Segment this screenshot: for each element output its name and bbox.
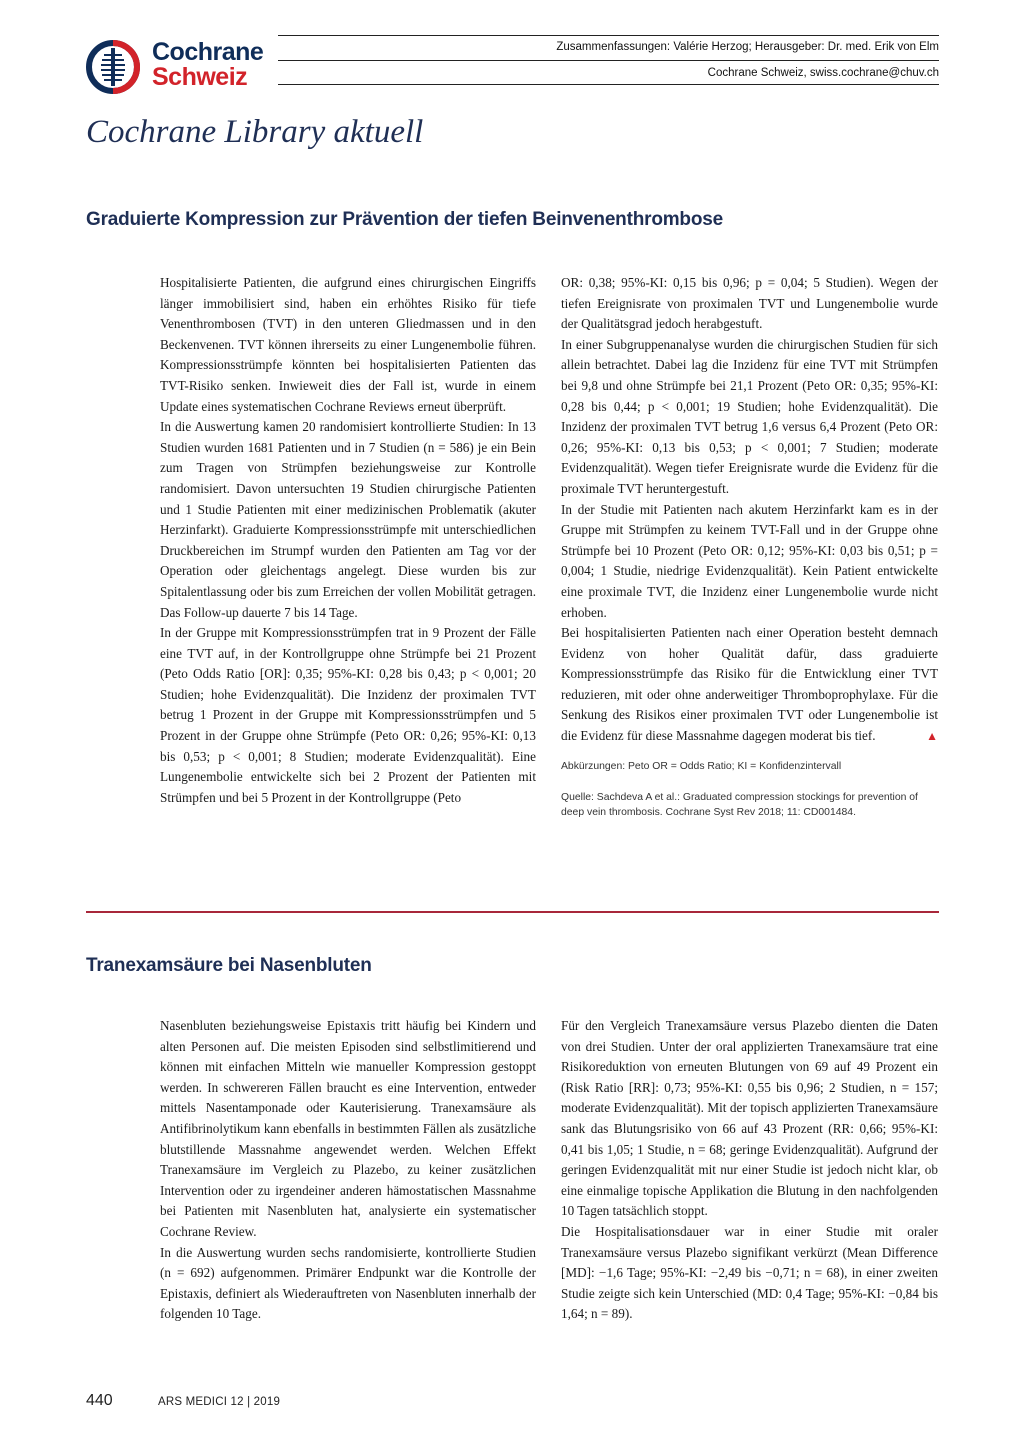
journal-title: Cochrane Library aktuell xyxy=(86,114,424,150)
section1-left-paragraph: In die Auswertung kamen 20 randomisiert kontrollierte Studien: In 13 Studien wurden 1681 Patienten und in 7 Studien (n = 586) je ein Bein zum Tragen von Strümpfen beziehungsweise zur Kontrolle randomisiert. Davon untersuchten 19 Studien chirurgische Patienten und 1 Studie Patienten mit einer medizinischen Problematik (akuter Herzinfarkt). Graduierte Kompressionsstrümpfe mit unterschiedlichen Druckbereichen im Strumpf wurden den Patienten am Tag vor der Operation oder gleichentags angelegt. Diese wurden bis zur Spitalentlassung oder bis zum Erreichen der vollen Mobilität getragen. Das Follow-up dauerte 7 bis 14 Tage. xyxy=(160,419,536,620)
section2-right-paragraph: Die Hospitalisationsdauer war in einer Studie mit oraler Tranexamsäure versus Plazebo signifikant verkürzt (Mean Difference [MD]: −1,6 Tage; 95%-KI: −2,49 bis −0,71; n = 68), in einer zweiten Studie zeigte sich kein Unterschied (MD: 0,4 Tage; 95%-KI: −0,84 bis 1,64; n = 89). xyxy=(561,1223,938,1322)
page-number: 440 xyxy=(86,1392,113,1409)
header-rule-middle xyxy=(278,60,939,61)
magazine-issue: ARS MEDICI 12 | 2019 xyxy=(158,1396,281,1408)
section1-left-column xyxy=(160,273,536,808)
section1-left-paragraph: In der Gruppe mit Kompressionsstrümpfen trat in 9 Prozent der Fälle eine TVT auf, in der Kontrollgruppe ohne Strümpfe bei 21 Prozent (Peto Odds Ratio [OR]: 0,35; 95%-KI: 0,28 bis 0,43; p < 0,001; 20 Studien; hohe Evidenzqualität). Die Inzidenz der proximalen TVT betrug 1 Prozent in der Gruppe mit Kompressionsstrümpfen und 5 Prozent in der Gruppe ohne Strümpfe (Peto OR: 0,26; 95%-KI: 0,13 bis 0,53; p < 0,001; 8 Studien; moderate Evidenzqualität). Eine Lungenembolie entwickelte sich bei 2 Prozent der Patienten mit Strümpfen und bei 5 Prozent in der Kontrollgruppe (Peto xyxy=(160,625,536,805)
section2-left-paragraph: In die Auswertung wurden sechs randomisierte, kontrollierte Studien (n = 692) aufgenommen. Primärer Endpunkt war die Kontrolle der Epistaxis, definiert als Wiederauftreten von Nasenbluten innerhalb der folgenden 10 Tage. xyxy=(160,1244,536,1322)
abbreviations-note: Abkürzungen: Peto OR = Odds Ratio; KI = Konfidenzintervall xyxy=(561,760,842,772)
source-note: Quelle: Sachdeva A et al.: Graduated compression stockings for prevention of deep vein thrombosis. Cochrane Syst Rev 2018; 11: CD001484. xyxy=(561,791,918,818)
logo-line-cochrane: Cochrane xyxy=(152,38,264,66)
section2-right-paragraph: Für den Vergleich Tranexamsäure versus Plazebo dienten die Daten von drei Studien. Unter der oral applizierten Tranexamsäure trat eine Risikoreduktion von erneuten Blutungen von 69 auf 49 Prozent ein (Risk Ratio [RR]: 0,73; 95%-KI: 0,55 bis 0,96; 2 Studien, n = 157; moderate Evidenzqualität). Mit der topisch applizierten Tranexamsäure sank das Blutungsrisiko von 66 auf 43 Prozent (RR: 0,66; 95%-KI: 0,41 bis 1,05; 1 Studie, n = 68; geringe Evidenzqualität). Aufgrund der geringen Evidenzqualität mit nur einer Studie ist jedoch nicht klar, ob eine einmalige topische Applikation die Blutung in den nachfolgenden 10 Tagen tatsächlich stoppt. xyxy=(561,1018,938,1219)
credit-contact: Cochrane Schweiz, swiss.cochrane@chuv.ch xyxy=(707,67,939,79)
cochrane-logo-icon xyxy=(84,36,146,98)
section1-right-paragraph-last xyxy=(561,623,938,747)
header-rule-bottom xyxy=(278,84,939,85)
section1-right-column xyxy=(561,273,938,820)
credit-editors: Zusammenfassungen: Valérie Herzog; Herausgeber: Dr. med. Erik von Elm xyxy=(556,41,939,53)
section2-right-column xyxy=(561,1016,938,1325)
section1-right-paragraph: OR: 0,38; 95%-KI: 0,15 bis 0,96; p = 0,04; 5 Studien). Wegen der tiefen Ereignisrate von proximalen TVT und Lungenembolie wurde der Qualitätsgrad jedoch herabgestuft. xyxy=(561,275,938,332)
section1-right-paragraph: Bei hospitalisierten Patienten nach einer Operation besteht demnach Evidenz von hoher Qualität dafür, dass graduierte Kompressionsstrümpfe das Risiko für die Entwicklung einer TVT reduzieren, mit oder ohne anderweitiger Thromboprophylaxe. Für die Senkung des Risikos einer proximalen TVT oder Lungenembolie ist die Evidenz für diese Massnahme dagegen moderat bis tief. xyxy=(561,625,938,744)
section-separator xyxy=(86,911,939,913)
section1-left-paragraph: Hospitalisierte Patienten, die aufgrund eines chirurgischen Eingriffs länger immobilisiert sind, haben ein erhöhtes Risiko für tiefe Venenthrombosen (TVT) in den unteren Gliedmassen und in den Beckenvenen. TVT können ihrerseits zu einer Lungenembolie führen. Kompressionsstrümpfe könnten bei hospitalisierten Patienten das TVT-Risiko senken. Inwieweit dies der Fall ist, wurde in einem Update eines systematischen Cochrane Reviews erneut überprüft. xyxy=(160,275,536,414)
logo-line-schweiz: Schweiz xyxy=(152,63,248,91)
header-rule-top xyxy=(278,35,939,36)
cochrane-logo xyxy=(84,36,274,98)
section1-title: Graduierte Kompression zur Prävention der tiefen Beinvenenthrombose xyxy=(86,209,723,230)
end-triangle-icon: ▲ xyxy=(926,729,938,744)
section1-right-paragraph: In der Studie mit Patienten nach akutem Herzinfarkt kam es in der Gruppe mit Strümpfen zu keinem TVT-Fall und in der Gruppe ohne Strümpfe bei 10 Prozent (Peto OR: 0,12; 95%-KI: 0,03 bis 0,51; p = 0,004; 1 Studie, niedrige Evidenzqualität). Kein Patient entwickelte eine proximale TVT, die Inzidenz einer Lungenembolie wurde nicht erhoben. xyxy=(561,501,938,620)
section2-left-paragraph: Nasenbluten beziehungsweise Epistaxis tritt häufig bei Kindern und alten Personen auf. Die meisten Episoden sind selbstlimitierend und können mit einfachen Mitteln wie manueller Kompression gestoppt werden. In schwereren Fällen braucht es eine Intervention, entweder mittels Nasentamponade oder Kauterisierung. Tranexamsäure als Antifibrinolytikum kann ebenfalls in bestimmten Fällen als zusätzliche blutstillende Massnahme angewendet werden. Welchen Effekt Tranexamsäure im Vergleich zu Plazebo, zu keiner zusätzlichen Intervention oder zu irgendeiner anderen hämostatischen Massnahme bei Patienten mit Nasenbluten hat, analysierte ein systematischer Cochrane Review. xyxy=(160,1018,536,1239)
section2-left-column xyxy=(160,1016,536,1325)
section2-title: Tranexamsäure bei Nasenbluten xyxy=(86,955,372,976)
section1-right-paragraph: In einer Subgruppenanalyse wurden die chirurgischen Studien für sich allein betrachtet. Dabei lag die Inzidenz für eine TVT mit Strümpfen bei 9,8 und ohne Strümpfe bei 21,1 Prozent (Peto OR: 0,35; 95%-KI: 0,28 bis 0,44; p < 0,001; 19 Studien; hohe Evidenzqualität). Die Inzidenz der proximalen TVT betrug 1,6 versus 6,4 Prozent (Peto OR: 0,26; 95%-KI: 0,13 bis 0,53; p < 0,001; 7 Studien; moderate Evidenzqualität). Wegen tiefer Ereignisrate wurde die Evidenz für die proximale TVT heruntergestuft. xyxy=(561,336,938,496)
